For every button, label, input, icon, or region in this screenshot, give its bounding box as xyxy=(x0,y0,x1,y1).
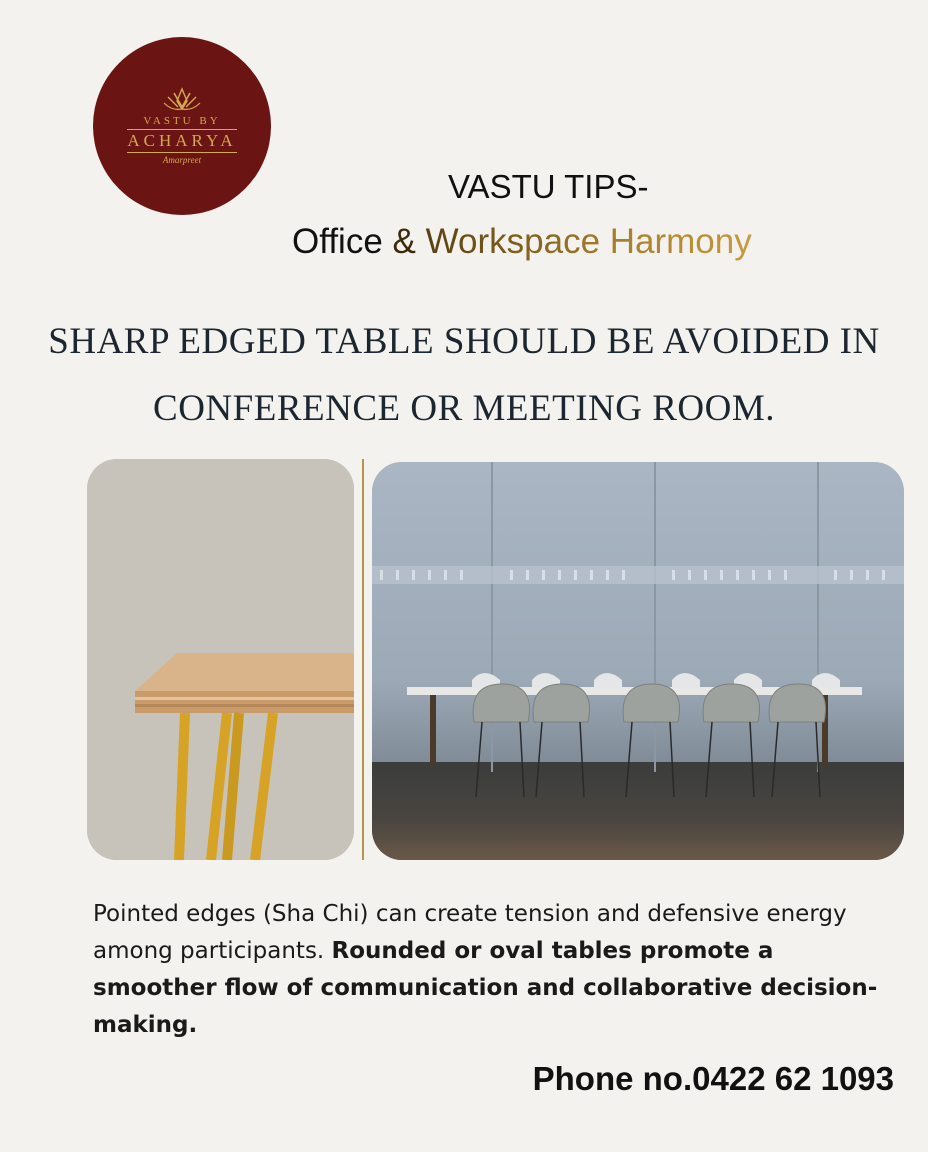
logo-line1: VASTU BY xyxy=(143,115,221,127)
headline-line2: CONFERENCE OR MEETING ROOM. xyxy=(153,388,775,429)
brand-logo xyxy=(93,37,271,215)
logo-rule xyxy=(127,129,237,130)
lotus-emblem-icon xyxy=(162,87,202,113)
logo-rule xyxy=(127,152,237,153)
page-title: VASTU TIPS- xyxy=(448,168,649,205)
conference-room-photo xyxy=(372,462,904,860)
sharp-edged-table-photo xyxy=(87,459,354,860)
tip-description xyxy=(93,896,893,1044)
conference-room-illustration xyxy=(372,462,904,860)
subtitle-workspace: Workspace Harmony xyxy=(425,222,752,261)
subtitle-office: Office xyxy=(292,222,383,261)
subtitle-ampersand: & xyxy=(392,222,416,261)
image-divider xyxy=(362,459,364,860)
logo-line3: Amarpreet xyxy=(162,155,202,165)
contact-phone: Phone no.0422 62 1093 xyxy=(532,1060,894,1097)
tip-description-normal: Pointed edges (Sha Chi) can create tension and defensive energy among participants. xyxy=(93,901,847,964)
logo-line2: ACHARYA xyxy=(127,131,237,150)
headline-line1: SHARP EDGED TABLE SHOULD BE AVOIDED IN xyxy=(48,321,880,362)
table-illustration xyxy=(87,459,354,860)
page-subtitle xyxy=(292,222,752,262)
tip-description-bold: Rounded or oval tables promote a smoother flow of communication and collaborative decision-making. xyxy=(93,938,878,1038)
headline xyxy=(40,308,888,442)
